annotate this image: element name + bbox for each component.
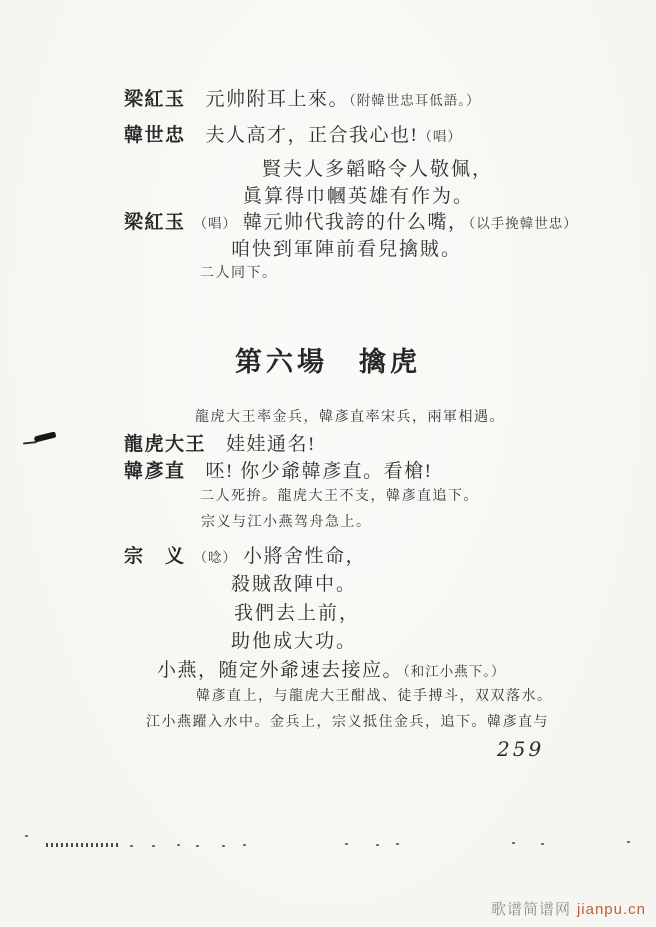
dialogue-line xyxy=(124,84,481,111)
dialogue-line xyxy=(124,541,366,568)
dialogue-text: 小燕，随定外爺速去接应。 xyxy=(157,660,404,681)
dialogue-content xyxy=(157,655,506,682)
dialogue-text: 娃娃通名! xyxy=(226,434,316,455)
dialogue-line xyxy=(124,120,462,147)
scan-speck xyxy=(345,843,348,845)
scan-speckle-streak xyxy=(46,843,120,847)
speaker-name: 韓世忠 xyxy=(124,125,186,146)
dialogue-content xyxy=(206,456,433,483)
dialogue-line xyxy=(124,456,432,483)
dialogue-text: 韓元帅代我誇的什么嘴， xyxy=(243,212,469,233)
page-number: 259 xyxy=(497,737,545,761)
scan-speck xyxy=(541,843,544,845)
scan-speck xyxy=(25,835,28,837)
stage-note: （唸） xyxy=(193,550,238,565)
dialogue-content xyxy=(206,84,481,111)
scan-speck xyxy=(152,845,155,847)
stage-note: （唱） xyxy=(418,129,462,144)
stage-direction: 龍虎大王率金兵，韓彥直率宋兵，兩軍相遇。 xyxy=(195,410,505,425)
scan-speck xyxy=(376,844,379,846)
watermark xyxy=(491,898,646,919)
ink-smudge xyxy=(34,431,57,442)
dialogue-line xyxy=(124,429,316,456)
scan-speck xyxy=(512,842,515,844)
dialogue-text: 夫人高才，正合我心也! xyxy=(205,125,419,146)
stage-note: （和江小燕下。） xyxy=(403,664,506,679)
lyric-line: 咱快到軍陣前看兒擒賊。 xyxy=(231,239,463,260)
lyric-line: 助他成大功。 xyxy=(231,631,358,652)
stage-note: （以手挽韓世忠） xyxy=(468,216,578,231)
speaker-name: 宗 义 xyxy=(124,546,186,567)
dialogue-line xyxy=(157,655,506,682)
lyric-line: 我們去上前， xyxy=(234,603,361,624)
scan-speck xyxy=(222,845,225,847)
scan-speck xyxy=(243,844,246,846)
scene-title: 第六場 擒虎 xyxy=(235,347,421,377)
dialogue-text: 呸! 你少爺韓彥直。看槍! xyxy=(205,461,433,482)
scan-speck xyxy=(177,844,180,846)
speaker-name: 龍虎大王 xyxy=(124,434,207,455)
scan-speck xyxy=(627,841,630,843)
stage-note: （唱） xyxy=(193,216,238,231)
speaker-name: 梁紅玉 xyxy=(124,89,186,110)
scan-speck xyxy=(396,843,399,845)
stage-direction: 二人同下。 xyxy=(200,266,278,281)
dialogue-content xyxy=(206,120,462,147)
lyric-line: 殺賊敌陣中。 xyxy=(231,574,358,595)
dialogue-content xyxy=(194,541,367,568)
dialogue-line xyxy=(124,207,578,234)
scan-speck xyxy=(196,845,199,847)
scan-speck xyxy=(130,845,133,847)
lyric-line: 賢夫人多韜略令人敬佩， xyxy=(262,159,494,180)
stage-direction: 二人死拚。龍虎大王不支，韓彥直追下。 xyxy=(200,489,479,504)
dialogue-text: 小將舍性命， xyxy=(243,546,367,567)
watermark-site-name: 歌谱简谱网 xyxy=(490,901,571,918)
dialogue-text: 元帅附耳上來。 xyxy=(205,89,350,110)
stage-direction: 宗义与江小燕驾舟急上。 xyxy=(201,515,372,530)
stage-direction: 江小燕躍入水中。金兵上，宗义抵住金兵，追下。韓彥直与 xyxy=(146,715,549,730)
stage-direction: 韓彥直上，与龍虎大王酣战、徒手搏斗，双双落水。 xyxy=(196,689,553,704)
watermark-site-url: jianpu.cn xyxy=(576,901,646,918)
speaker-name: 梁紅玉 xyxy=(124,212,186,233)
lyric-line: 眞算得巾幗英雄有作为。 xyxy=(243,186,475,207)
dialogue-content xyxy=(194,207,578,234)
stage-note: （附韓世忠耳低語。） xyxy=(349,93,481,108)
dialogue-content xyxy=(226,429,316,456)
speaker-name: 韓彥直 xyxy=(124,461,186,482)
